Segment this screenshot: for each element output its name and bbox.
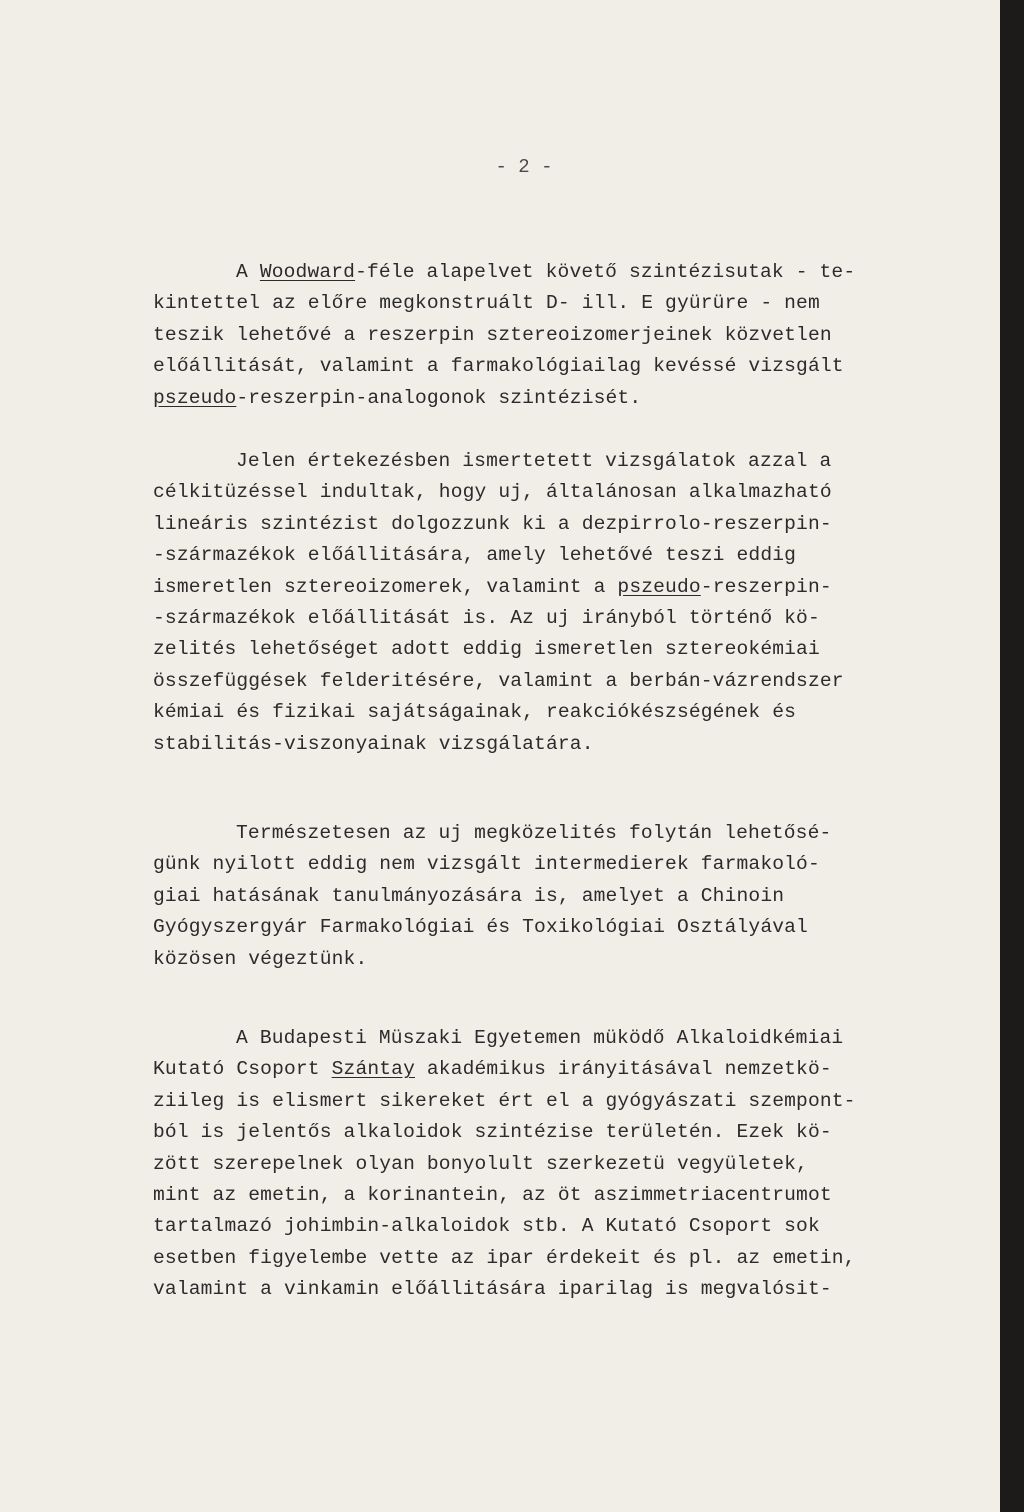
text-segment: stabilitás-viszonyainak vizsgálatára. — [153, 732, 594, 755]
page-number: - 2 - — [495, 156, 553, 178]
text-segment: közösen végeztünk. — [153, 947, 368, 970]
text-line — [153, 540, 953, 571]
paragraph-1 — [153, 257, 953, 414]
text-line — [153, 1211, 953, 1242]
text-segment: A — [236, 261, 260, 283]
text-segment: -reszerpin-analogonok szintézisét. — [236, 386, 642, 409]
text-line — [153, 603, 953, 634]
paragraph-2 — [153, 446, 953, 760]
text-line — [153, 320, 953, 351]
underlined-term: Woodward — [259, 261, 356, 283]
text-segment: tartalmazó johimbin-alkaloidok stb. A Kutató Csoport sok — [153, 1215, 820, 1238]
text-segment: teszik lehetővé a reszerpin sztereoizomerjeinek közvetlen — [153, 323, 832, 346]
text-line — [153, 351, 953, 382]
text-segment: mint az emetin, a korinantein, az öt aszimmetriacentrumot — [153, 1183, 832, 1206]
text-segment: A Budapesti Müszaki Egyetemen müködő Alkaloidkémiai — [236, 1027, 844, 1049]
text-segment: ból is jelentős alkaloidok szintézise területén. Ezek kö- — [153, 1121, 832, 1144]
text-segment: -reszerpin- — [700, 575, 832, 598]
text-segment: -származékok előállitására, amely lehetővé teszi eddig — [153, 544, 797, 567]
text-segment: zött szerepelnek olyan bonyolult szerkezetü vegyületek, — [153, 1152, 808, 1175]
scan-border — [1000, 0, 1024, 1512]
text-segment: Természetesen az uj megközelités folytán lehetősé- — [236, 822, 832, 844]
text-line — [153, 572, 953, 603]
text-segment: -féle alapelvet követő szintézisutak - te- — [355, 261, 856, 283]
text-line — [153, 1086, 953, 1117]
text-line — [153, 634, 953, 665]
text-segment: lineáris szintézist dolgozzunk ki a dezpirrolo-reszerpin- — [153, 512, 832, 535]
text-line — [153, 818, 953, 849]
text-segment: Jelen értekezésben ismertetett vizsgálatok azzal a — [236, 450, 832, 472]
underlined-term: Szántay — [331, 1058, 415, 1081]
text-segment: Gyógyszergyár Farmakológiai és Toxikológiai Osztályával — [153, 916, 808, 939]
paragraph-4 — [153, 1023, 953, 1306]
text-line — [153, 944, 953, 975]
text-segment: zelités lehetőséget adott eddig ismeretlen sztereokémiai — [153, 638, 820, 661]
paragraph-3 — [153, 818, 953, 975]
text-line — [153, 1117, 953, 1148]
underlined-term: pszeudo — [617, 575, 701, 598]
text-line — [153, 383, 953, 414]
text-line — [153, 1274, 953, 1305]
text-line — [153, 881, 953, 912]
text-line — [153, 697, 953, 728]
text-segment: akadémikus irányitásával nemzetkö- — [414, 1058, 832, 1081]
text-line — [153, 912, 953, 943]
text-segment: összefüggések felderitésére, valamint a berbán-vázrendszer — [153, 669, 844, 692]
text-line — [153, 1243, 953, 1274]
text-line — [153, 509, 953, 540]
text-segment: günk nyilott eddig nem vizsgált intermedierek farmakoló- — [153, 853, 820, 876]
text-segment: célkitüzéssel indultak, hogy uj, általánosan alkalmazható — [153, 481, 832, 504]
text-line — [153, 666, 953, 697]
underlined-term: pszeudo — [153, 386, 237, 409]
text-line — [153, 288, 953, 319]
text-segment: ziileg is elismert sikereket ért el a gyógyászati szempont- — [153, 1089, 856, 1112]
text-line — [153, 849, 953, 880]
text-segment: giai hatásának tanulmányozására is, amelyet a Chinoin — [153, 884, 785, 907]
text-segment: előállitását, valamint a farmakológiailag kevéssé vizsgált — [153, 355, 844, 378]
text-line — [153, 1180, 953, 1211]
text-segment: valamint a vinkamin előállitására iparilag is megvalósit- — [153, 1278, 832, 1301]
text-line — [153, 729, 953, 760]
text-line — [153, 257, 953, 288]
text-segment: kintettel az előre megkonstruált D- ill. E gyürüre - nem — [153, 292, 820, 315]
text-segment: kémiai és fizikai sajátságainak, reakciókészségének és — [153, 701, 797, 724]
text-segment: ismeretlen sztereoizomerek, valamint a — [153, 575, 618, 598]
text-segment: -származékok előállitását is. Az uj irányból történő kö- — [153, 606, 820, 629]
text-line — [153, 1149, 953, 1180]
text-segment: Kutató Csoport — [153, 1058, 332, 1081]
text-line — [153, 446, 953, 477]
text-line — [153, 1023, 953, 1054]
text-line — [153, 1054, 953, 1085]
text-segment: esetben figyelembe vette az ipar érdekeit és pl. az emetin, — [153, 1246, 856, 1269]
text-line — [153, 477, 953, 508]
